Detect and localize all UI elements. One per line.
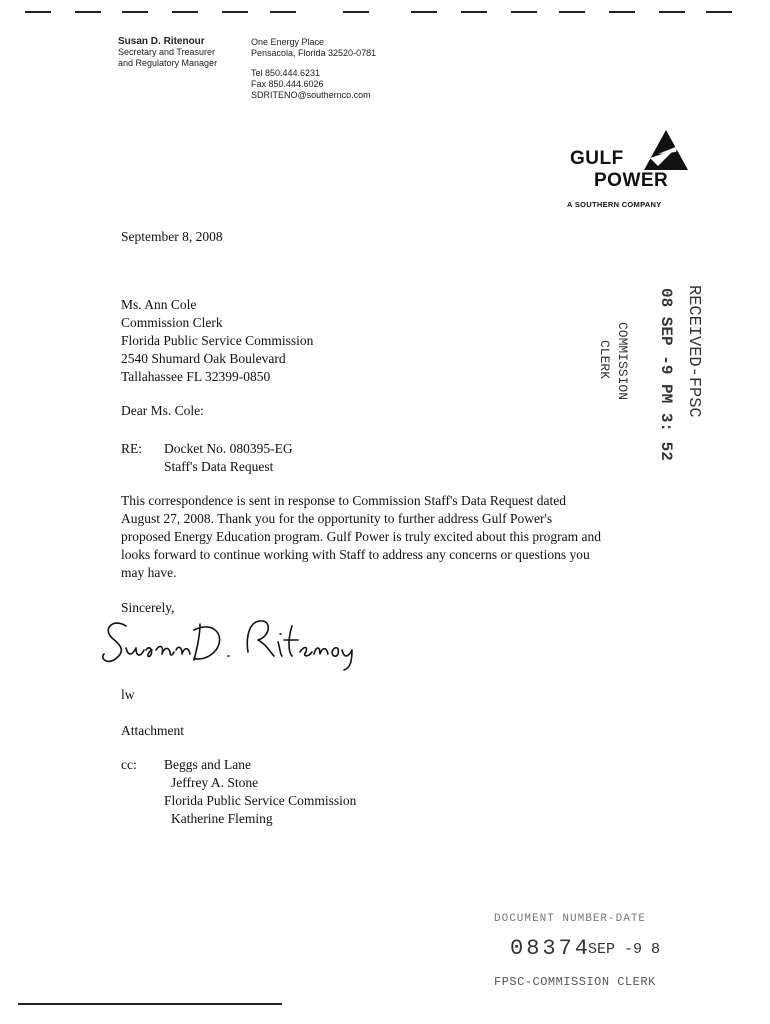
body-line: This correspondence is sent in response to Commission Staff's Data Request dated <box>121 493 566 508</box>
scan-dash-border <box>0 0 770 20</box>
sender-address <box>251 37 376 101</box>
logo-text-power: POWER <box>594 170 669 191</box>
cc-list <box>164 756 356 828</box>
recipient-line: Tallahassee FL 32399-0850 <box>121 369 271 384</box>
fax-line: Fax 850.444.6026 <box>251 79 324 89</box>
re-line: Staff's Data Request <box>164 459 274 474</box>
scan-bottom-rule <box>18 1003 282 1005</box>
re-block <box>164 440 293 476</box>
recipient-block <box>121 296 313 386</box>
address-line: One Energy Place <box>251 37 325 47</box>
doc-clerk-label: FPSC-COMMISSION CLERK <box>494 975 656 989</box>
cc-label: cc: <box>121 757 137 772</box>
sender-block <box>118 36 217 69</box>
received-stamp-commission: COMMISSION <box>615 322 630 401</box>
doc-number: 08374 <box>510 936 592 961</box>
cc-line: Florida Public Service Commission <box>164 793 357 808</box>
email-line: SDRITENO@southernco.com <box>251 90 371 100</box>
body-line: proposed Energy Education program. Gulf Power is truly excited about this program and <box>121 529 602 544</box>
recipient-line: Florida Public Service Commission <box>121 333 314 348</box>
doc-date: SEP -9 8 <box>588 941 661 958</box>
received-stamp-datetime: 08 SEP -9 PM 3: 52 <box>657 288 675 461</box>
closing: Sincerely, <box>121 600 175 615</box>
triangle-logo-icon <box>644 130 688 170</box>
re-label: RE: <box>121 441 143 456</box>
attachment-note: Attachment <box>121 723 184 738</box>
phone-line: Tel 850.444.6231 <box>251 68 321 78</box>
sender-title-line: Secretary and Treasurer <box>118 47 216 57</box>
received-stamp-line: RECEIVED-FPSC <box>684 285 703 418</box>
signature-image <box>96 612 376 674</box>
received-stamp-clerk: CLERK <box>597 340 612 380</box>
sender-name: Susan D. Ritenour <box>118 36 205 47</box>
letter-body <box>121 492 601 582</box>
body-line: August 27, 2008. Thank you for the opportunity to further address Gulf Power's <box>121 511 553 526</box>
recipient-line: Ms. Ann Cole <box>121 297 197 312</box>
re-line: Docket No. 080395-EG <box>164 441 293 456</box>
cc-line: Beggs and Lane <box>164 757 251 772</box>
logo-text-gulf: GULF <box>570 148 624 169</box>
company-logo <box>562 128 702 214</box>
recipient-line: 2540 Shumard Oak Boulevard <box>121 351 286 366</box>
letter-date: September 8, 2008 <box>121 229 223 244</box>
body-line: looks forward to continue working with Staff to address any concerns or questions you <box>121 547 590 562</box>
salutation: Dear Ms. Cole: <box>121 403 204 418</box>
cc-line: Jeffrey A. Stone <box>171 775 259 790</box>
body-line: may have. <box>121 565 177 580</box>
recipient-line: Commission Clerk <box>121 315 223 330</box>
cc-line: Katherine Fleming <box>171 811 273 826</box>
logo-tagline: A SOUTHERN COMPANY <box>567 200 662 209</box>
typist-initials: lw <box>121 687 135 702</box>
sender-title-line: and Regulatory Manager <box>118 58 218 68</box>
address-line: Pensacola, Florida 32520-0781 <box>251 48 377 58</box>
doc-number-label: DOCUMENT NUMBER-DATE <box>494 913 647 925</box>
